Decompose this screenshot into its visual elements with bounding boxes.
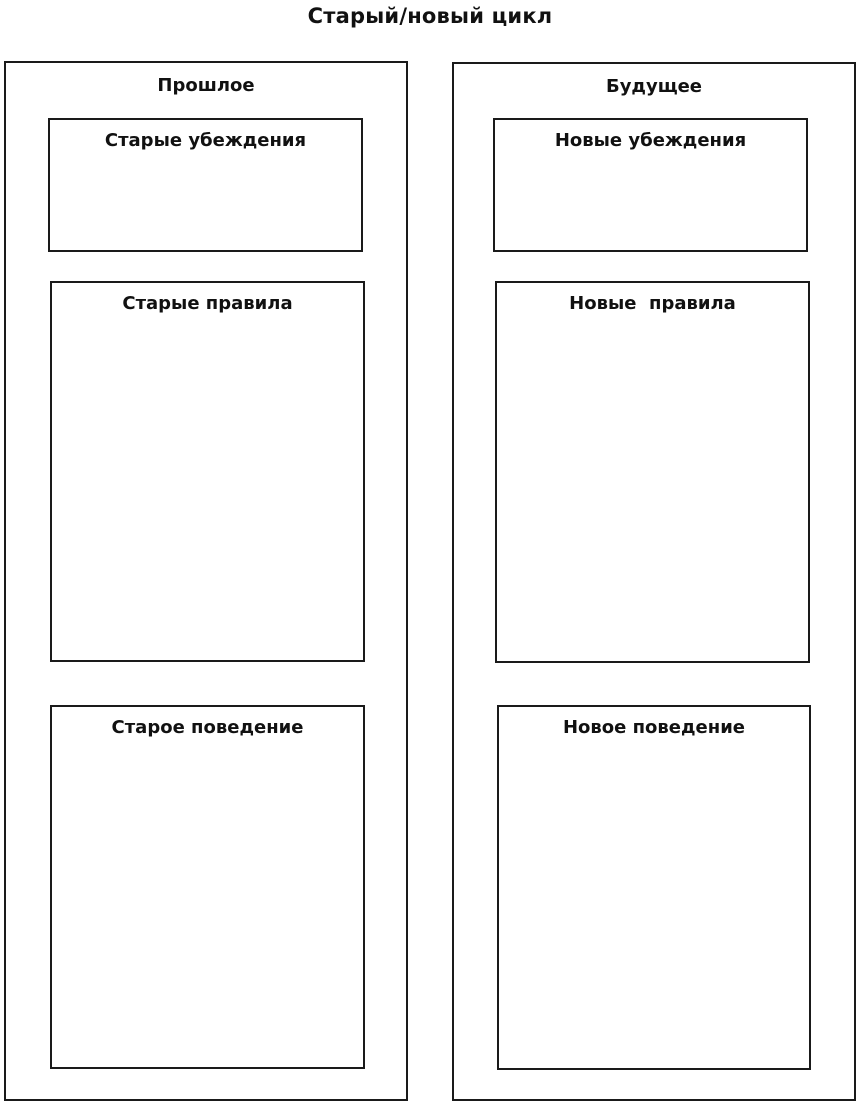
new-rules-box bbox=[495, 281, 810, 663]
past-column bbox=[4, 61, 408, 1101]
old-beliefs-box bbox=[48, 118, 363, 252]
old-behavior-box bbox=[50, 705, 365, 1069]
new-beliefs-box bbox=[493, 118, 808, 252]
new-behavior-label: Новое поведение bbox=[562, 717, 746, 738]
past-column-label: Прошлое bbox=[157, 75, 255, 96]
future-column bbox=[452, 62, 856, 1101]
new-rules-label: Новые правила bbox=[569, 293, 736, 314]
old-beliefs-label: Старые убеждения bbox=[104, 130, 307, 151]
future-column-label: Будущее bbox=[605, 76, 703, 97]
new-beliefs-label: Новые убеждения bbox=[554, 130, 747, 151]
old-rules-label: Старые правила bbox=[122, 293, 293, 314]
old-behavior-label: Старое поведение bbox=[111, 717, 304, 738]
diagram-title: Старый/новый цикл bbox=[307, 4, 553, 28]
new-behavior-box bbox=[497, 705, 811, 1070]
old-rules-box bbox=[50, 281, 365, 662]
